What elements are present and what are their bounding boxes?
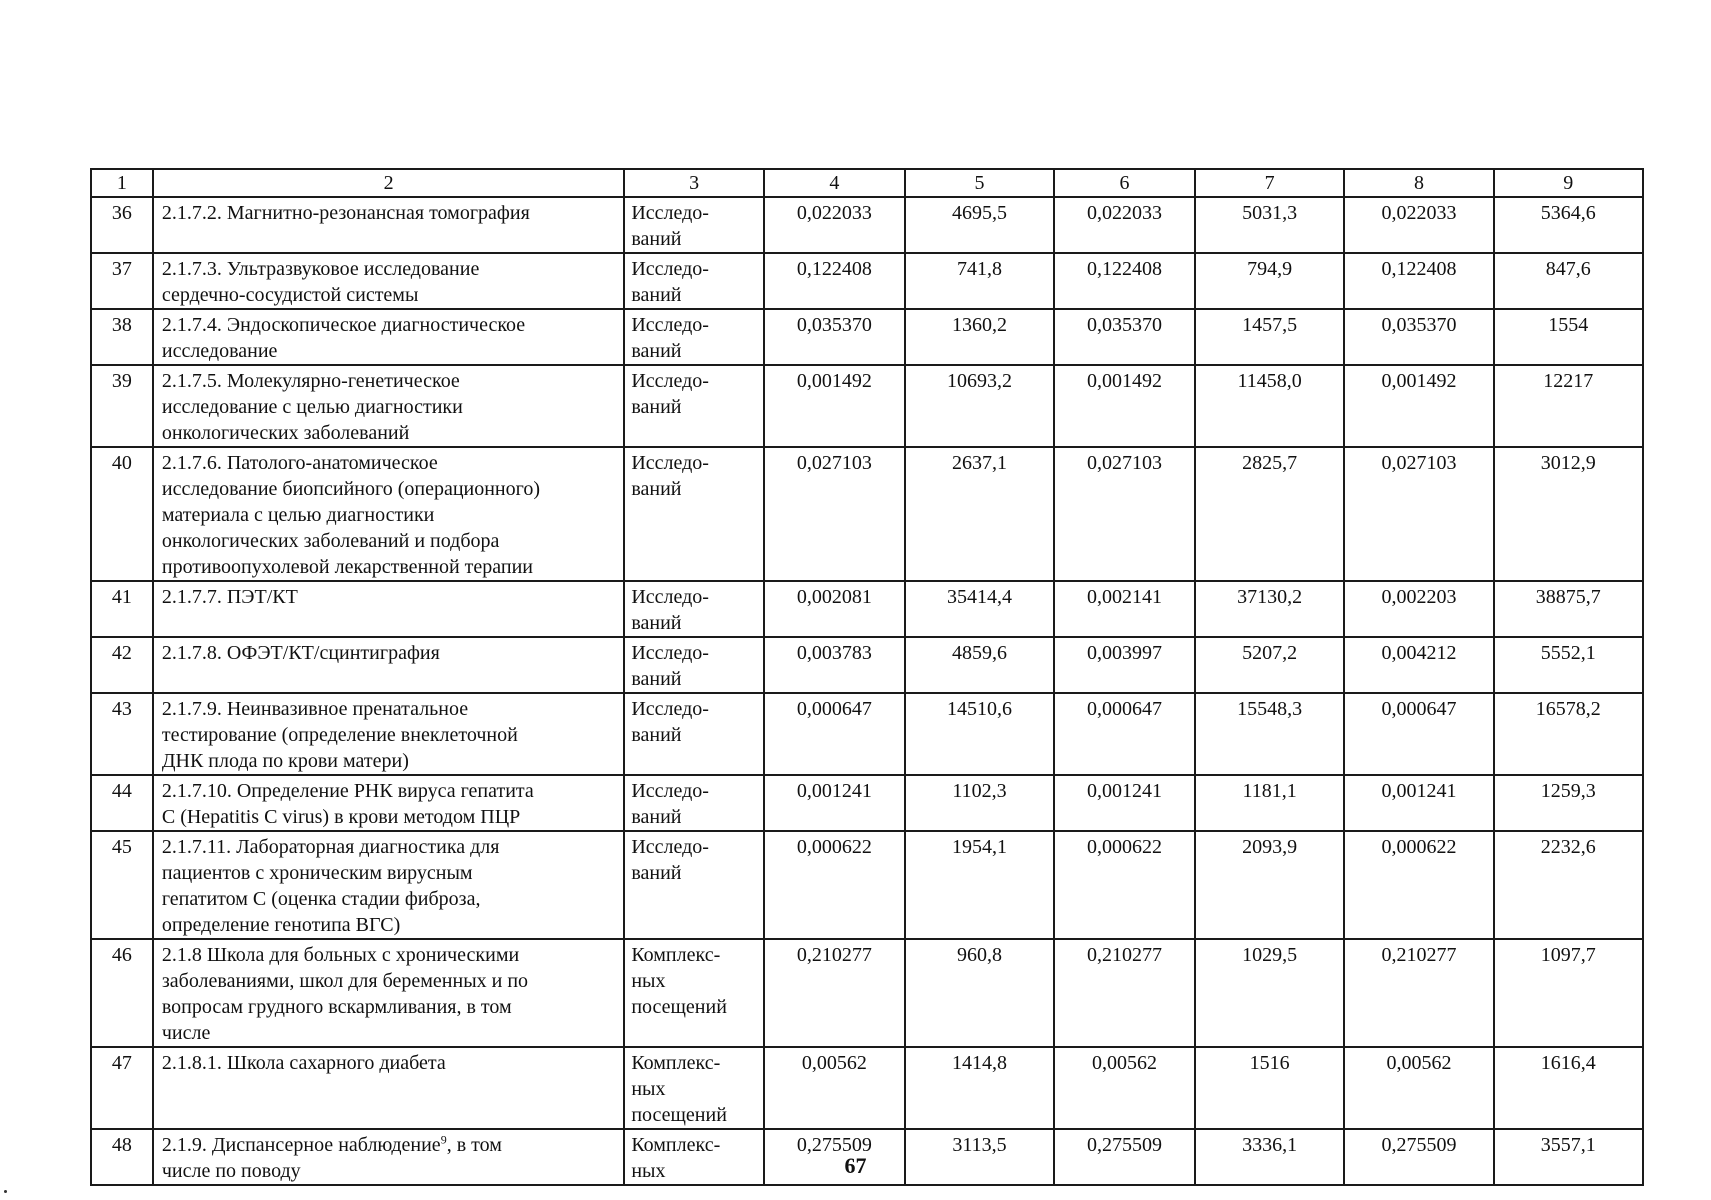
service-name-cell: 2.1.7.11. Лабораторная диагностика для пациентов с хроническим вирусным гепатитом С (оценка стадии фиброза, определение генотипа ВГС) xyxy=(153,831,624,939)
value-col-6-cell: 0,00562 xyxy=(1054,1047,1195,1129)
value-col-5-cell: 1414,8 xyxy=(905,1047,1054,1129)
footnote-marker: 9 xyxy=(440,1132,447,1147)
value-col-6-cell: 0,001241 xyxy=(1054,775,1195,831)
value-col-6-cell: 0,000622 xyxy=(1054,831,1195,939)
table-row xyxy=(91,775,1643,831)
value-col-9-cell: 3012,9 xyxy=(1494,447,1643,581)
unit-cell: Комплекс- ных xyxy=(624,1129,764,1185)
table-row xyxy=(91,365,1643,447)
service-name-cell: 2.1.7.2. Магнитно-резонансная томография xyxy=(153,197,624,253)
value-col-6-cell: 0,022033 xyxy=(1054,197,1195,253)
unit-cell: Комплекс- ных посещений xyxy=(624,939,764,1047)
unit-cell: Исследо- ваний xyxy=(624,775,764,831)
service-name-cell: 2.1.7.6. Патолого-анатомическое исследование биопсийного (операционного) материала с целью диагностики онкологических заболеваний и подбора противоопухолевой лекарственной терапии xyxy=(153,447,624,581)
value-col-8-cell: 0,275509 xyxy=(1344,1129,1493,1185)
value-col-7-cell: 3336,1 xyxy=(1195,1129,1344,1185)
value-col-9-cell: 1097,7 xyxy=(1494,939,1643,1047)
service-name-text: 2.1.9. Диспансерное наблюдение xyxy=(161,1134,441,1156)
value-col-7-cell: 2825,7 xyxy=(1195,447,1344,581)
service-name-cell: 2.1.7.9. Неинвазивное пренатальное тестирование (определение внеклеточной ДНК плода по крови матери) xyxy=(153,693,624,775)
value-col-8-cell: 0,00562 xyxy=(1344,1047,1493,1129)
value-col-5-cell: 10693,2 xyxy=(905,365,1054,447)
value-col-4-cell: 0,00562 xyxy=(764,1047,905,1129)
table-row xyxy=(91,693,1643,775)
unit-cell: Исследо- ваний xyxy=(624,309,764,365)
row-number-cell: 39 xyxy=(91,365,153,447)
unit-cell: Исследо- ваний xyxy=(624,831,764,939)
value-col-5-cell: 14510,6 xyxy=(905,693,1054,775)
header-col-7: 7 xyxy=(1195,169,1344,197)
header-col-1: 1 xyxy=(91,169,153,197)
value-col-4-cell: 0,003783 xyxy=(764,637,905,693)
service-name-cell: 2.1.7.7. ПЭТ/КТ xyxy=(153,581,624,637)
table-row xyxy=(91,253,1643,309)
header-col-3: 3 xyxy=(624,169,764,197)
value-col-5-cell: 4695,5 xyxy=(905,197,1054,253)
unit-cell: Исследо- ваний xyxy=(624,365,764,447)
value-col-7-cell: 1516 xyxy=(1195,1047,1344,1129)
table-row xyxy=(91,1047,1643,1129)
scan-speck xyxy=(4,1190,7,1193)
table-row xyxy=(91,939,1643,1047)
value-col-4-cell: 0,002081 xyxy=(764,581,905,637)
service-name-cell: 2.1.7.4. Эндоскопическое диагностическое исследование xyxy=(153,309,624,365)
value-col-7-cell: 794,9 xyxy=(1195,253,1344,309)
value-col-9-cell: 847,6 xyxy=(1494,253,1643,309)
header-col-6: 6 xyxy=(1054,169,1195,197)
row-number-cell: 44 xyxy=(91,775,153,831)
value-col-4-cell: 0,001492 xyxy=(764,365,905,447)
value-col-9-cell: 3557,1 xyxy=(1494,1129,1643,1185)
row-number-cell: 43 xyxy=(91,693,153,775)
value-col-4-cell: 0,000647 xyxy=(764,693,905,775)
unit-cell: Исследо- ваний xyxy=(624,253,764,309)
value-col-4-cell: 0,001241 xyxy=(764,775,905,831)
row-number-cell: 42 xyxy=(91,637,153,693)
value-col-4-cell: 0,035370 xyxy=(764,309,905,365)
service-name-cell: 2.1.7.3. Ультразвуковое исследование сердечно-сосудистой системы xyxy=(153,253,624,309)
value-col-7-cell: 5031,3 xyxy=(1195,197,1344,253)
value-col-9-cell: 1616,4 xyxy=(1494,1047,1643,1129)
header-col-8: 8 xyxy=(1344,169,1493,197)
unit-cell: Исследо- ваний xyxy=(624,581,764,637)
value-col-4-cell: 0,000622 xyxy=(764,831,905,939)
value-col-8-cell: 0,002203 xyxy=(1344,581,1493,637)
table-row xyxy=(91,831,1643,939)
value-col-8-cell: 0,022033 xyxy=(1344,197,1493,253)
value-col-6-cell: 0,035370 xyxy=(1054,309,1195,365)
service-name-cell: 2.1.7.5. Молекулярно-генетическое исследование с целью диагностики онкологических заболеваний xyxy=(153,365,624,447)
value-col-9-cell: 1259,3 xyxy=(1494,775,1643,831)
header-col-5: 5 xyxy=(905,169,1054,197)
value-col-6-cell: 0,027103 xyxy=(1054,447,1195,581)
table-body xyxy=(91,197,1643,1185)
value-col-9-cell: 38875,7 xyxy=(1494,581,1643,637)
header-col-4: 4 xyxy=(764,169,905,197)
service-name-cell: 2.1.7.10. Определение РНК вируса гепатита C (Hepatitis C virus) в крови методом ПЦР xyxy=(153,775,624,831)
value-col-6-cell: 0,122408 xyxy=(1054,253,1195,309)
value-col-4-cell: 0,122408 xyxy=(764,253,905,309)
row-number-cell: 36 xyxy=(91,197,153,253)
value-col-9-cell: 5364,6 xyxy=(1494,197,1643,253)
value-col-7-cell: 1181,1 xyxy=(1195,775,1344,831)
table-row xyxy=(91,447,1643,581)
value-col-7-cell: 5207,2 xyxy=(1195,637,1344,693)
value-col-5-cell: 3113,5 xyxy=(905,1129,1054,1185)
value-col-6-cell: 0,002141 xyxy=(1054,581,1195,637)
value-col-7-cell: 1457,5 xyxy=(1195,309,1344,365)
row-number-cell: 45 xyxy=(91,831,153,939)
value-col-4-cell: 0,022033 xyxy=(764,197,905,253)
value-col-8-cell: 0,000647 xyxy=(1344,693,1493,775)
value-col-9-cell: 2232,6 xyxy=(1494,831,1643,939)
value-col-5-cell: 35414,4 xyxy=(905,581,1054,637)
value-col-8-cell: 0,000622 xyxy=(1344,831,1493,939)
row-number-cell: 47 xyxy=(91,1047,153,1129)
value-col-9-cell: 1554 xyxy=(1494,309,1643,365)
value-col-4-cell: 0,027103 xyxy=(764,447,905,581)
unit-cell: Комплекс- ных посещений xyxy=(624,1047,764,1129)
value-col-8-cell: 0,001492 xyxy=(1344,365,1493,447)
header-col-9: 9 xyxy=(1494,169,1643,197)
value-col-6-cell: 0,003997 xyxy=(1054,637,1195,693)
value-col-4-cell: 0,210277 xyxy=(764,939,905,1047)
value-col-4-cell: 0,275509 xyxy=(764,1129,905,1185)
value-col-7-cell: 2093,9 xyxy=(1195,831,1344,939)
service-name-cell: 2.1.8 Школа для больных с хроническими заболеваниями, школ для беременных и по вопросам грудного вскармливания, в том числе xyxy=(153,939,624,1047)
header-col-2: 2 xyxy=(153,169,624,197)
row-number-cell: 38 xyxy=(91,309,153,365)
service-name-text-continued: , в том числе по поводу xyxy=(161,1134,502,1182)
table-row xyxy=(91,637,1643,693)
unit-cell: Исследо- ваний xyxy=(624,447,764,581)
unit-cell: Исследо- ваний xyxy=(624,637,764,693)
value-col-5-cell: 1360,2 xyxy=(905,309,1054,365)
row-number-cell: 46 xyxy=(91,939,153,1047)
value-col-8-cell: 0,035370 xyxy=(1344,309,1493,365)
value-col-6-cell: 0,210277 xyxy=(1054,939,1195,1047)
value-col-8-cell: 0,001241 xyxy=(1344,775,1493,831)
value-col-9-cell: 5552,1 xyxy=(1494,637,1643,693)
value-col-7-cell: 15548,3 xyxy=(1195,693,1344,775)
value-col-5-cell: 4859,6 xyxy=(905,637,1054,693)
value-col-8-cell: 0,004212 xyxy=(1344,637,1493,693)
value-col-8-cell: 0,210277 xyxy=(1344,939,1493,1047)
value-col-5-cell: 2637,1 xyxy=(905,447,1054,581)
value-col-8-cell: 0,027103 xyxy=(1344,447,1493,581)
value-col-6-cell: 0,000647 xyxy=(1054,693,1195,775)
row-number-cell: 40 xyxy=(91,447,153,581)
row-number-cell: 41 xyxy=(91,581,153,637)
tariff-table xyxy=(90,168,1644,1186)
value-col-9-cell: 16578,2 xyxy=(1494,693,1643,775)
value-col-7-cell: 1029,5 xyxy=(1195,939,1344,1047)
value-col-5-cell: 1954,1 xyxy=(905,831,1054,939)
page-number: 67 xyxy=(844,1153,867,1178)
table-row xyxy=(91,197,1643,253)
row-number-cell: 37 xyxy=(91,253,153,309)
header-row xyxy=(91,169,1643,197)
value-col-5-cell: 741,8 xyxy=(905,253,1054,309)
unit-cell: Исследо- ваний xyxy=(624,693,764,775)
row-number-cell: 48 xyxy=(91,1129,153,1185)
value-col-5-cell: 960,8 xyxy=(905,939,1054,1047)
service-name-cell: 2.1.7.8. ОФЭТ/КТ/сцинтиграфия xyxy=(153,637,624,693)
value-col-6-cell: 0,275509 xyxy=(1054,1129,1195,1185)
value-col-6-cell: 0,001492 xyxy=(1054,365,1195,447)
value-col-9-cell: 12217 xyxy=(1494,365,1643,447)
service-name-cell: 2.1.8.1. Школа сахарного диабета xyxy=(153,1047,624,1129)
table-row xyxy=(91,581,1643,637)
unit-cell: Исследо- ваний xyxy=(624,197,764,253)
value-col-8-cell: 0,122408 xyxy=(1344,253,1493,309)
value-col-7-cell: 11458,0 xyxy=(1195,365,1344,447)
table-row xyxy=(91,309,1643,365)
value-col-7-cell: 37130,2 xyxy=(1195,581,1344,637)
value-col-5-cell: 1102,3 xyxy=(905,775,1054,831)
